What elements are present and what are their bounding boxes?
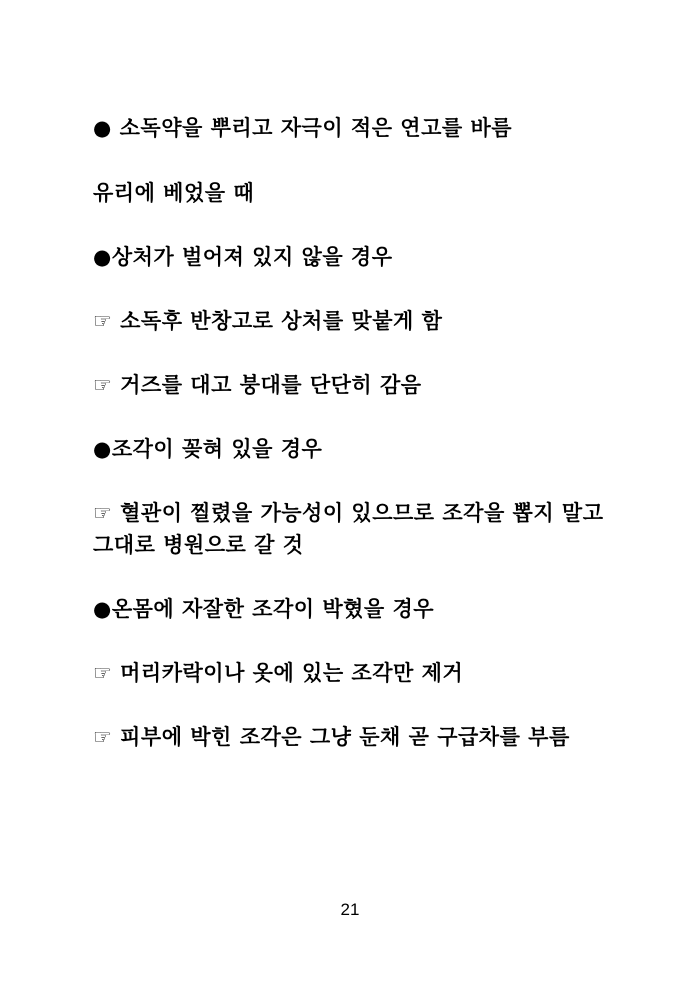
bullet-small-shards-body: ●온몸에 자잘한 조각이 박혔을 경우 <box>93 597 435 621</box>
pointer-remove-hair-clothes-shards: ☞ 머리카락이나 옷에 있는 조각만 제거 <box>93 661 464 685</box>
bullet-wound-not-open: ●상처가 벌어져 있지 않을 경우 <box>93 245 393 269</box>
pointer-call-ambulance: ☞ 피부에 박힌 조각은 그냥 둔채 곧 구급차를 부름 <box>93 725 570 749</box>
bullet-apply-disinfectant: ● 소독약을 뿌리고 자극이 적은 연고를 바름 <box>93 116 513 140</box>
bullet-shard-stuck: ●조각이 꽂혀 있을 경우 <box>93 437 323 461</box>
pointer-bandage-after-disinfect: ☞ 소독후 반창고로 상처를 맞붙게 함 <box>93 309 443 333</box>
pointer-go-to-hospital: ☞ 혈관이 찔렸을 가능성이 있으므로 조각을 뽑지 말고 그대로 병원으로 갈 것 <box>93 501 604 557</box>
pointer-gauze-bandage: ☞ 거즈를 대고 붕대를 단단히 감음 <box>93 373 422 397</box>
section-heading-glass-cut: 유리에 베었을 때 <box>93 181 255 205</box>
page-number: 21 <box>340 900 360 919</box>
